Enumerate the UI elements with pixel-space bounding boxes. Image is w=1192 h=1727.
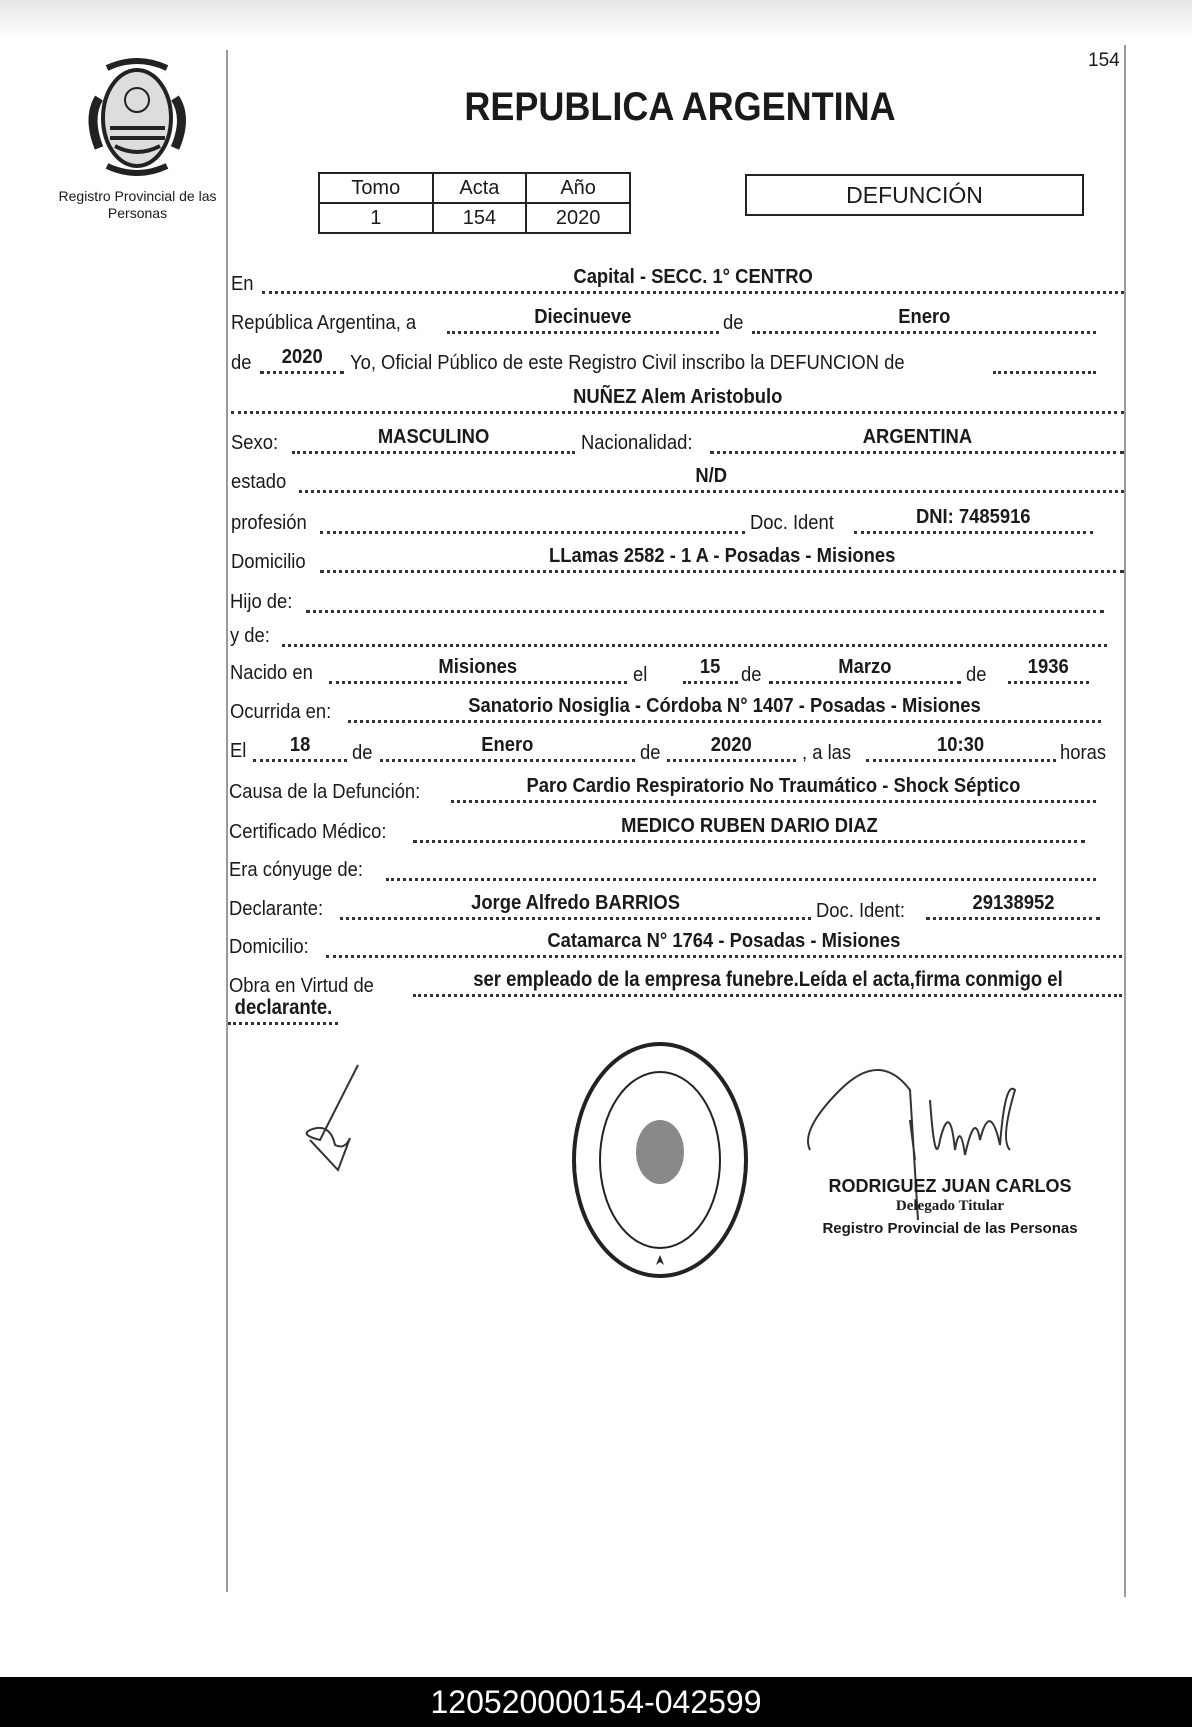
estado-field: N/D (299, 465, 1124, 493)
birth-month-field: Marzo (769, 656, 961, 684)
domicilio-label: Domicilio (231, 551, 306, 573)
certificado-field: MEDICO RUBEN DARIO DIAZ (413, 815, 1085, 843)
profesion-label: profesión (231, 512, 307, 534)
de-label: de (231, 352, 252, 374)
death-year-field: 2020 (667, 734, 796, 762)
de-label: de (723, 312, 744, 334)
horas-label: horas (1060, 742, 1107, 764)
value-ano: 2020 (526, 203, 630, 233)
certificado-label: Certificado Médico: (229, 821, 387, 843)
month-field: Enero (752, 306, 1096, 334)
conyuge-label: Era cónyuge de: (229, 859, 364, 881)
nacido-label: Nacido en (230, 662, 313, 684)
blank-field (993, 346, 1096, 374)
sexo-field: MASCULINO (292, 426, 575, 454)
ocurrida-field: Sanatorio Nosiglia - Córdoba N° 1407 - Posadas - Misiones (348, 695, 1101, 723)
death-day-field: 18 (253, 734, 347, 762)
officer-name: RODRIGUEZ JUAN CARLOS (828, 1176, 1072, 1196)
el-label: El (230, 740, 247, 762)
birth-day-field: 15 (683, 656, 738, 684)
conyuge-field (386, 853, 1096, 881)
page-title: REPUBLICA ARGENTINA (464, 85, 896, 129)
obra-field: ser empleado de la empresa funebre.Leída el acta,firma conmigo el (413, 969, 1122, 997)
declarante-label: Declarante: (229, 898, 324, 920)
officer-organization: Registro Provincial de las Personas (822, 1220, 1078, 1237)
act-type-box: DEFUNCIÓN (745, 174, 1084, 216)
birth-year-field: 1936 (1008, 656, 1089, 684)
death-time-field: 10:30 (866, 734, 1056, 762)
de-label: de (352, 742, 373, 764)
obra-field-continued: declarante. (228, 997, 338, 1025)
causa-field: Paro Cardio Respiratorio No Traumático - Shock Séptico (451, 775, 1096, 803)
doc-ident-2-label: Doc. Ident: (816, 900, 905, 922)
estado-label: estado (231, 471, 287, 493)
causa-label: Causa de la Defunción: (229, 781, 421, 803)
province-emblem-logo (85, 58, 190, 181)
nacionalidad-field: ARGENTINA (710, 426, 1124, 454)
en-field: Capital - SECC. 1° CENTRO (262, 266, 1124, 294)
page-number: 154 (1088, 50, 1120, 71)
birthplace-field: Misiones (329, 656, 627, 684)
de-label: de (741, 664, 762, 686)
en-label: En (231, 273, 254, 295)
doc-ident-field: DNI: 7485916 (854, 506, 1093, 534)
domicilio-field: LLamas 2582 - 1 A - Posadas - Misiones (320, 545, 1124, 573)
ocurrida-label: Ocurrida en: (230, 701, 332, 723)
hijo-de-label: Hijo de: (230, 591, 293, 613)
declarant-signature (290, 1060, 370, 1185)
left-margin-line (226, 50, 228, 1592)
value-acta: 154 (433, 203, 527, 233)
death-month-field: Enero (380, 734, 635, 762)
officer-role: Delegado Titular (895, 1198, 1005, 1214)
de-label: de (640, 742, 661, 764)
document-code-bar: 120520000154-042599 (0, 1677, 1192, 1727)
obra-label: Obra en Virtud de (229, 975, 374, 997)
y-de-label: y de: (230, 625, 270, 647)
inscribo-text: Yo, Oficial Público de este Registro Civil inscribo la DEFUNCION de (350, 352, 905, 374)
doc-ident-2-field: 29138952 (926, 892, 1100, 920)
hijo-de-field (306, 585, 1104, 613)
doc-ident-label: Doc. Ident (750, 512, 834, 534)
header-ano: Año (526, 173, 630, 203)
domicilio-declarante-field: Catamarca N° 1764 - Posadas - Misiones (326, 930, 1122, 958)
value-tomo: 1 (319, 203, 433, 233)
day-field: Diecinueve (447, 306, 719, 334)
de-label: de (966, 664, 987, 686)
y-de-field (282, 619, 1107, 647)
declarante-field: Jorge Alfredo BARRIOS (340, 892, 811, 920)
republica-label: República Argentina, a (231, 312, 417, 334)
sexo-label: Sexo: (231, 432, 279, 454)
scan-shadow (0, 0, 1192, 40)
a-las-label: , a las (802, 742, 852, 764)
deceased-name-field: NUÑEZ Alem Aristobulo (231, 386, 1124, 414)
domicilio-declarante-label: Domicilio: (229, 936, 309, 958)
year-field: 2020 (260, 346, 344, 374)
official-seal-stamp (570, 1040, 750, 1285)
profesion-field (320, 506, 745, 534)
registry-table (318, 172, 631, 234)
header-acta: Acta (433, 173, 527, 203)
header-tomo: Tomo (319, 173, 433, 203)
right-margin-line (1124, 45, 1126, 1597)
nacionalidad-label: Nacionalidad: (581, 432, 693, 454)
el-label: el (633, 664, 648, 686)
logo-caption: Registro Provincial de las Personas (58, 188, 217, 221)
